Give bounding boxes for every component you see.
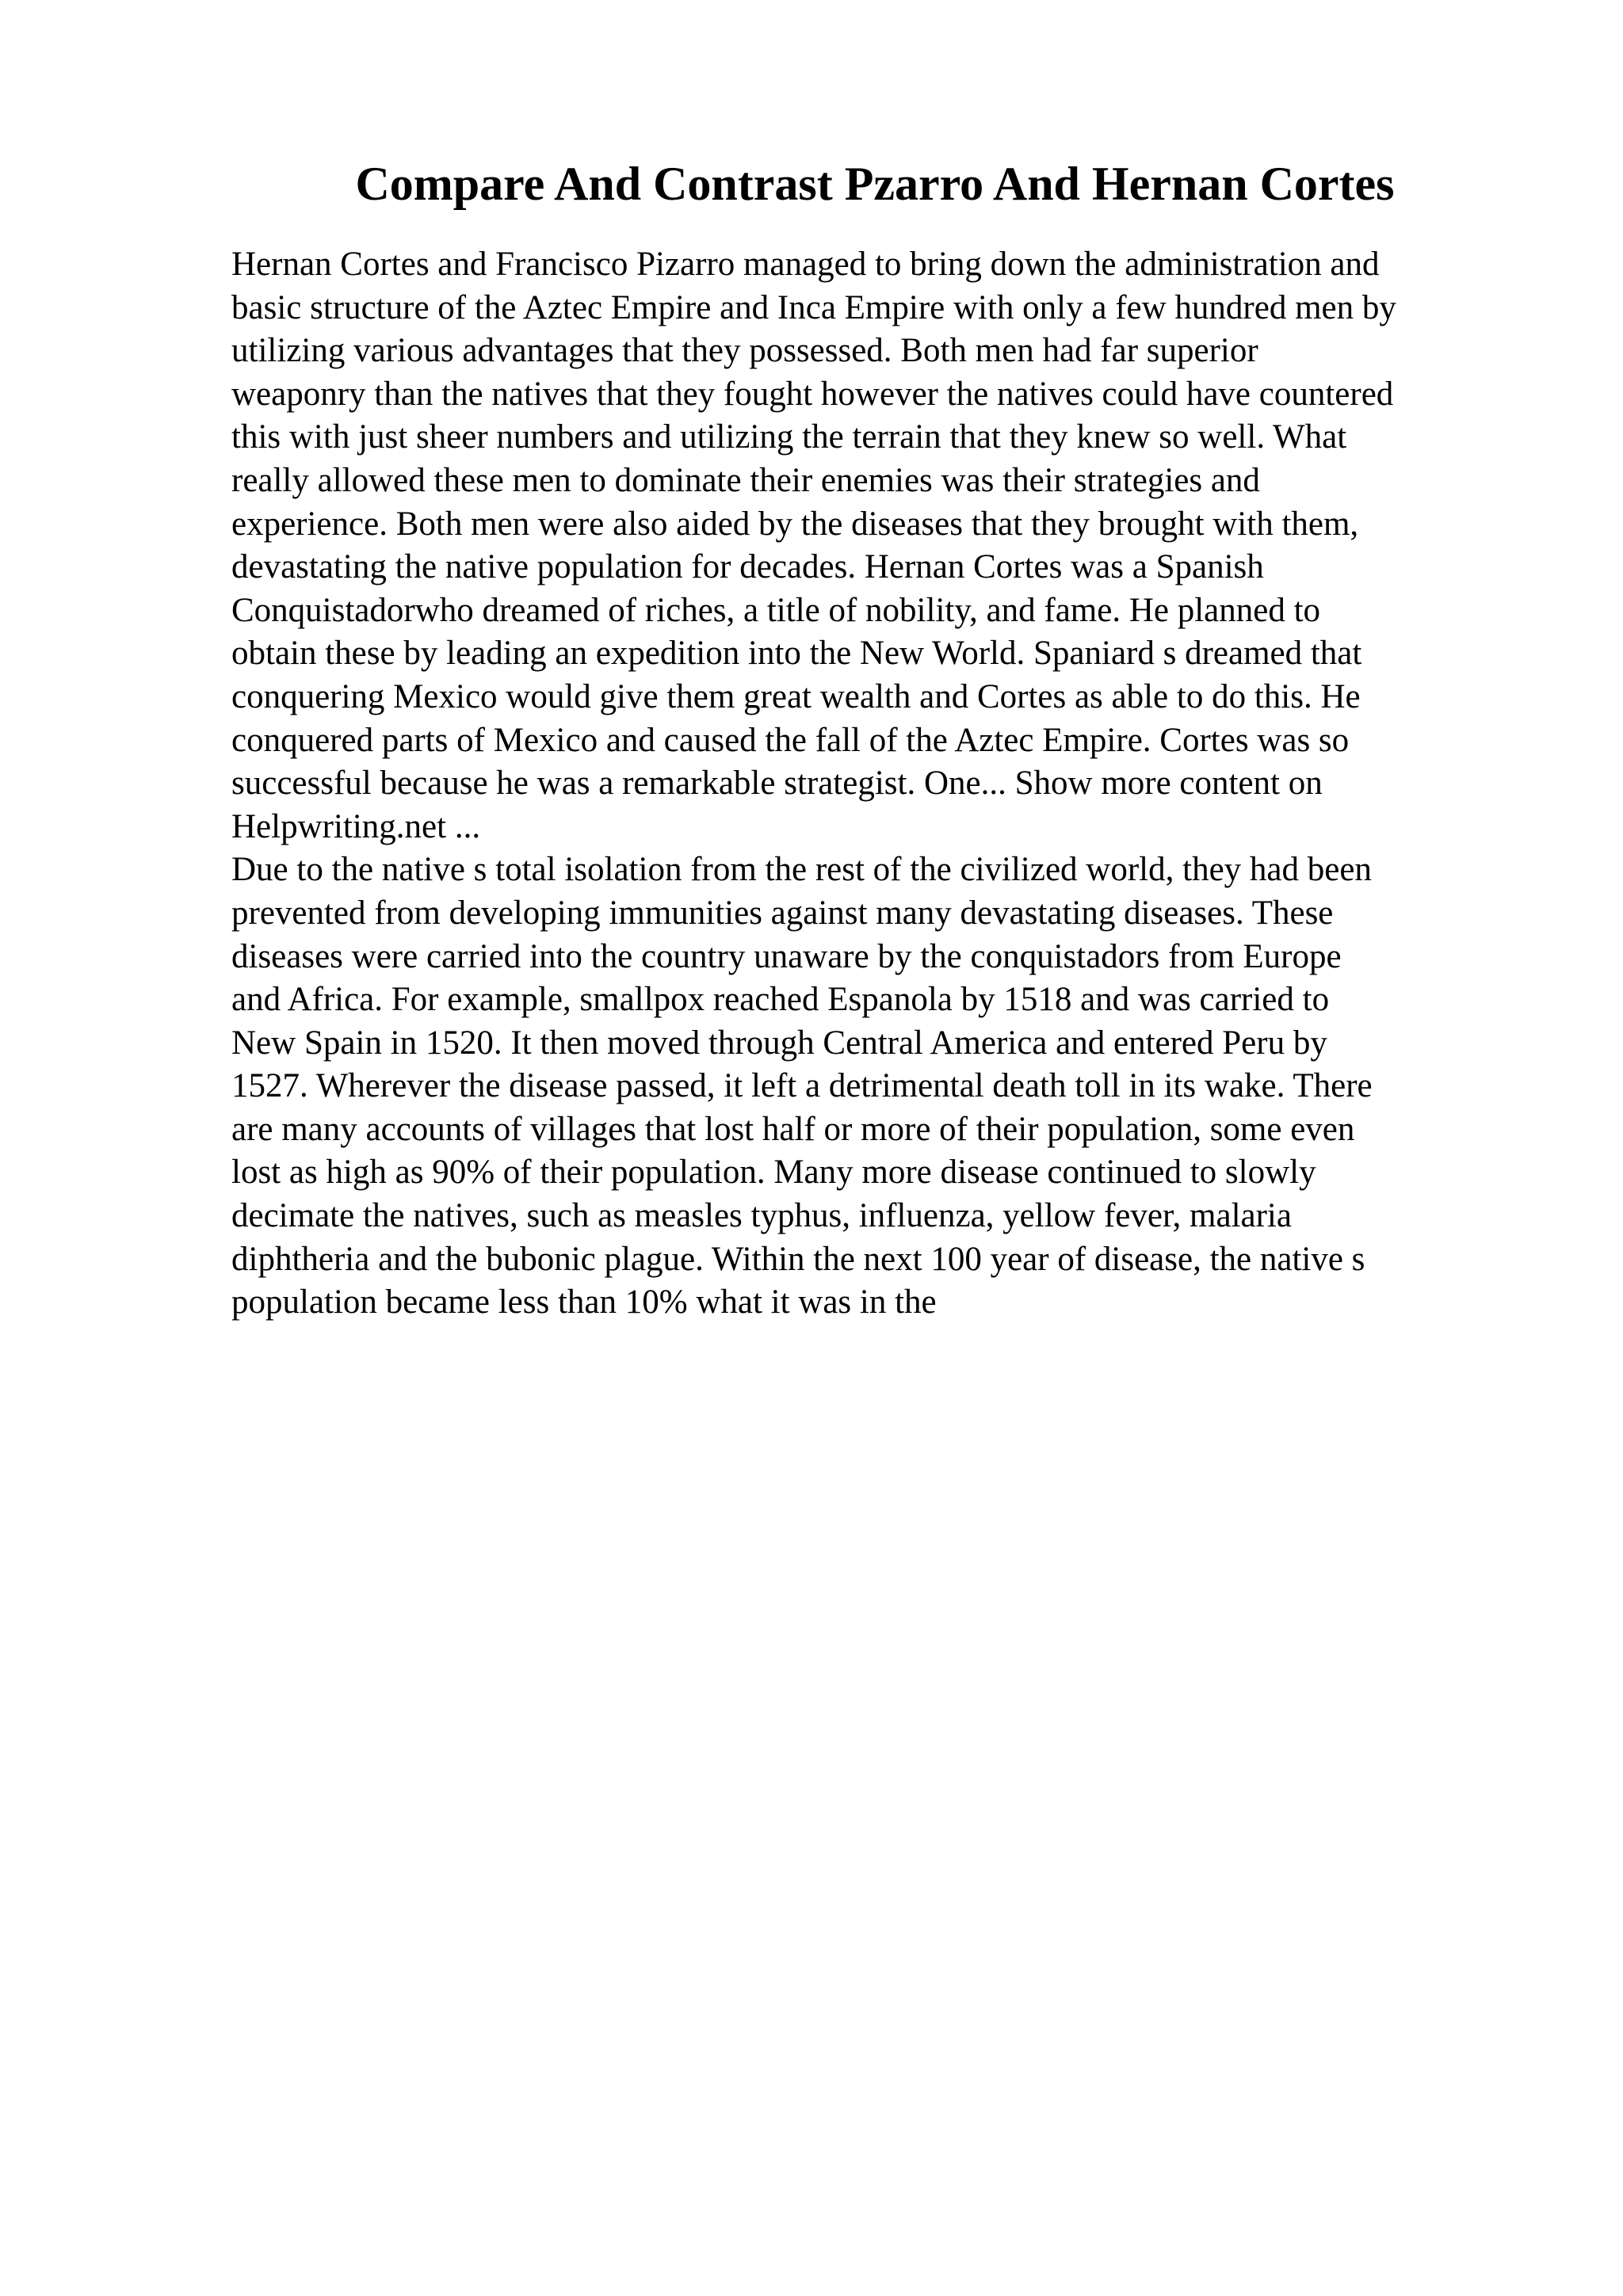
body-line: devastating the native population for decades. Hernan Cortes was a Spanish	[231, 548, 1264, 586]
body-line: Hernan Cortes and Francisco Pizarro managed to bring down the administration and	[231, 246, 1380, 283]
body-line: are many accounts of villages that lost half or more of their population, some even	[231, 1110, 1355, 1148]
body-line: basic structure of the Aztec Empire and Inca Empire with only a few hundred men by	[231, 288, 1396, 326]
body-line: successful because he was a remarkable strategist. One... Show more content on	[231, 765, 1323, 803]
body-line: experience. Both men were also aided by the diseases that they brought with them,	[231, 505, 1359, 543]
body-line: diseases were carried into the country unaware by the conquistadors from Europe	[231, 937, 1342, 975]
body-line: population became less than 10% what it was in the	[231, 1283, 937, 1322]
body-line: weaponry than the natives that they fought however the natives could have countered	[231, 375, 1394, 413]
body-line: utilizing various advantages that they possessed. Both men had far superior	[231, 332, 1258, 370]
body-line: and Africa. For example, smallpox reached Espanola by 1518 and was carried to	[231, 981, 1330, 1019]
body-line: conquering Mexico would give them great wealth and Cortes as able to do this. He	[231, 677, 1361, 715]
body-line: obtain these by leading an expedition into the New World. Spaniard s dreamed that	[231, 635, 1362, 673]
body-line: really allowed these men to dominate their enemies was their strategies and	[231, 461, 1260, 499]
body-line: Due to the native s total isolation from the rest of the civilized world, they had been	[231, 851, 1372, 889]
document-body	[231, 243, 1515, 1325]
body-line: conquered parts of Mexico and caused the fall of the Aztec Empire. Cortes was so	[231, 721, 1350, 759]
document-title: Compare And Contrast Pzarro And Hernan Cortes	[355, 158, 1395, 210]
body-line: decimate the natives, such as measles typhus, influenza, yellow fever, malaria	[231, 1197, 1292, 1235]
body-line: Conquistadorwho dreamed of riches, a title of nobility, and fame. He planned to	[231, 591, 1321, 629]
body-line: 1527. Wherever the disease passed, it left a detrimental death toll in its wake. There	[231, 1067, 1373, 1105]
body-line: New Spain in 1520. It then moved through Central America and entered Peru by	[231, 1024, 1327, 1062]
body-line: this with just sheer numbers and utilizing the terrain that they knew so well. What	[231, 418, 1347, 456]
body-line: Helpwriting.net ...	[231, 807, 481, 845]
body-line: diphtheria and the bubonic plague. Within the next 100 year of disease, the native s	[231, 1240, 1365, 1278]
body-line: prevented from developing immunities against many devastating diseases. These	[231, 894, 1334, 932]
body-line: lost as high as 90% of their population. Many more disease continued to slowly	[231, 1154, 1316, 1192]
